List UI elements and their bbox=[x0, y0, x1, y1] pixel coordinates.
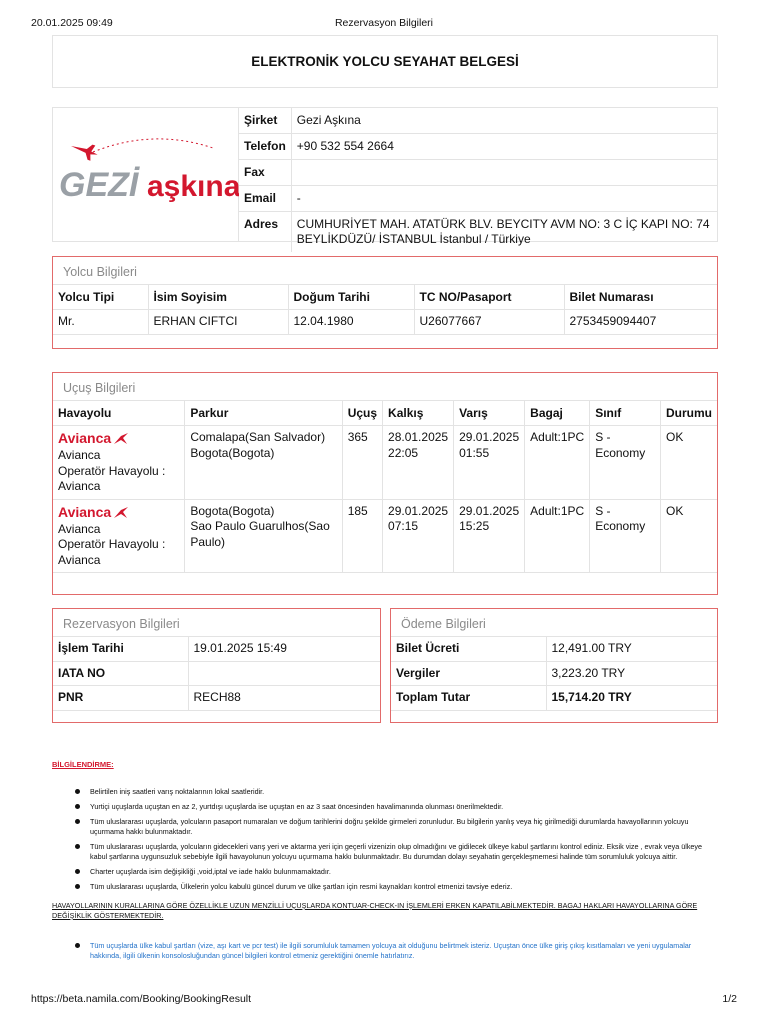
information-list bbox=[52, 787, 718, 892]
list-item: Charter uçuşlarda isim değişikliği ,void,iptal ve iade hakkı bulunmamaktadır. bbox=[52, 867, 718, 877]
passenger-type: Mr. bbox=[53, 310, 148, 335]
airline-name: Avianca bbox=[58, 521, 101, 536]
route-cell bbox=[185, 426, 342, 500]
passenger-heading: Yolcu Bilgileri bbox=[53, 257, 717, 285]
operator-airline: Operatör Havayolu : Avianca bbox=[58, 537, 166, 567]
airline-name: Avianca bbox=[58, 448, 101, 462]
table-header-row bbox=[53, 285, 717, 310]
column-header: Durumu bbox=[661, 401, 718, 426]
reservation-value bbox=[188, 661, 380, 686]
arrival-time: 29.01.2025 01:55 bbox=[454, 426, 525, 500]
payment-total-value: 15,714.20 TRY bbox=[546, 686, 717, 711]
visa-notice-list bbox=[52, 941, 718, 961]
column-header: Varış bbox=[454, 401, 525, 426]
passenger-panel bbox=[52, 256, 718, 349]
reservation-key: PNR bbox=[53, 686, 188, 711]
column-header: Kalkış bbox=[383, 401, 454, 426]
company-key: Telefon bbox=[239, 134, 291, 160]
baggage: Adult:1PC bbox=[525, 499, 590, 573]
table-row bbox=[53, 686, 380, 711]
airline-logo bbox=[58, 504, 179, 522]
payment-panel bbox=[390, 608, 718, 723]
flight-number: 185 bbox=[342, 499, 382, 573]
company-row bbox=[239, 134, 717, 160]
reservation-key: İşlem Tarihi bbox=[53, 637, 188, 661]
document-title: ELEKTRONİK YOLCU SEYAHAT BELGESİ bbox=[251, 54, 519, 69]
route-to: Bogota(Bogota) bbox=[190, 445, 275, 460]
company-key: Şirket bbox=[239, 108, 291, 134]
print-header bbox=[31, 17, 737, 31]
cabin-class: S - Economy bbox=[590, 499, 661, 573]
visa-notice: Tüm uçuşlarda ülke kabul şartları (vize, aşı kart ve pcr test) ile ilgili sorumluluk tamamen yolcuya ait olduğunu belirtmek isteriz. Uçuştan önce ülke giriş çıkış kısıtlamaları ve yeni uygulamalar hakkında, ilgili ülkenin konsolosluğundan güncel bilgileri kontrol etmeniz gerektiğini önemle hatırlatırız. bbox=[52, 941, 718, 961]
reservation-heading: Rezervasyon Bilgileri bbox=[53, 609, 380, 637]
company-logo bbox=[53, 108, 239, 241]
flight-status: OK bbox=[661, 426, 718, 500]
logo-text-askina: aşkına bbox=[147, 170, 239, 203]
list-item: Belirtilen iniş saatleri varış noktalarının lokal saatleridir. bbox=[52, 787, 718, 797]
list-item: Yurtiçi uçuşlarda uçuştan en az 2, yurtdışı uçuşlarda ise uçuştan en az 3 saat öncesinden havalimanında olunması önerilmektedir. bbox=[52, 802, 718, 812]
checkin-warning: HAVAYOLLARININ KURALLARINA GÖRE ÖZELLİKLE UZUN MENZİLLİ UÇUŞLARDA KONTUAR-CHECK-IN İŞLEMLERİ ERKEN KAPATILABİLMEKTEDİR. BAGAJ HAKLARI HAVAYOLLARINA GÖRE DEĞİŞİKLİK GÖSTERMEKTEDİR. bbox=[52, 901, 698, 920]
airline-logo-text: Avianca bbox=[58, 430, 112, 447]
plane-icon bbox=[69, 138, 101, 162]
reservation-value: 19.01.2025 15:49 bbox=[188, 637, 380, 661]
print-footer bbox=[31, 993, 737, 1007]
table-header-row bbox=[53, 401, 717, 426]
company-row bbox=[239, 108, 717, 134]
company-key: Fax bbox=[239, 160, 291, 186]
column-header: TC NO/Pasaport bbox=[414, 285, 564, 310]
table-row bbox=[53, 310, 717, 335]
airline-bird-icon bbox=[113, 506, 129, 520]
table-row bbox=[53, 426, 717, 500]
company-row bbox=[239, 212, 717, 253]
payment-key: Toplam Tutar bbox=[391, 686, 546, 711]
passenger-passport: U26077667 bbox=[414, 310, 564, 335]
company-value: +90 532 554 2664 bbox=[291, 134, 717, 160]
print-datetime: 20.01.2025 09:49 bbox=[31, 17, 113, 29]
airline-logo bbox=[58, 430, 179, 448]
payment-value: 3,223.20 TRY bbox=[546, 661, 717, 686]
list-item: Tüm uluslararası uçuşlarda, yolcuların pasaport numaraları ve doğum tarihlerini doğru şekilde girmeleri zorunludur. Bu bilgilerin yanlış veya hiç girilmediği durumlarda havayollarının yolcuyu uçurmama hakkı bulunmaktadır. bbox=[52, 817, 718, 837]
logo-text-gezi: GEZİ bbox=[59, 166, 139, 204]
arrival-time: 29.01.2025 15:25 bbox=[454, 499, 525, 573]
list-item: Tüm uluslararası uçuşlarda, Ülkelerin yolcu kabulü güncel durum ve ülke şartları için resmi kaynakları kontrol etmenizi tavsiye ederiz. bbox=[52, 882, 718, 892]
print-url: https://beta.namila.com/Booking/BookingResult bbox=[31, 993, 252, 1005]
flight-number: 365 bbox=[342, 426, 382, 500]
baggage: Adult:1PC bbox=[525, 426, 590, 500]
print-title: Rezervasyon Bilgileri bbox=[334, 17, 434, 29]
reservation-panel bbox=[52, 608, 381, 723]
airline-logo-text: Avianca bbox=[58, 503, 112, 520]
payment-heading: Ödeme Bilgileri bbox=[391, 609, 717, 637]
payment-key: Vergiler bbox=[391, 661, 546, 686]
table-row bbox=[53, 499, 717, 573]
reservation-value: RECH88 bbox=[188, 686, 380, 711]
information-section bbox=[52, 760, 718, 966]
column-header: Parkur bbox=[185, 401, 342, 426]
cabin-class: S - Economy bbox=[590, 426, 661, 500]
payment-value: 12,491.00 TRY bbox=[546, 637, 717, 661]
passenger-birthdate: 12.04.1980 bbox=[288, 310, 414, 335]
flights-panel bbox=[52, 372, 718, 595]
table-row bbox=[53, 661, 380, 686]
company-key: Email bbox=[239, 186, 291, 212]
column-header: Doğum Tarihi bbox=[288, 285, 414, 310]
airline-cell bbox=[53, 499, 185, 573]
column-header: Havayolu bbox=[53, 401, 185, 426]
route-to: Sao Paulo Guarulhos(Sao Paulo) bbox=[190, 519, 330, 549]
route-cell bbox=[185, 499, 342, 573]
passenger-ticket-number: 2753459094407 bbox=[564, 310, 717, 335]
operator-airline: Operatör Havayolu : Avianca bbox=[58, 463, 166, 493]
passenger-table bbox=[53, 285, 717, 335]
route-from: Comalapa(San Salvador) bbox=[190, 430, 326, 444]
list-item: Tüm uluslararası uçuşlarda, yolcuların gidecekleri varış yeri ve aktarma yeri için geçerli vizenizin olup olmadığını ve gidilecek ülkeye kabul şartlarını kontrol ediniz. Eksik vize , evrak veya ülkeye kabul şartlarına uygunsuzluk sebebiyle ilgili havayolunun yolcuyu uçurmama hakkı bulunmaktadır. Bu durumdan dolayı seyahatin gerçekleşmemesi halinde tüm sorumluluk yolcuya aittir. bbox=[52, 842, 718, 862]
column-header: İsim Soyisim bbox=[148, 285, 288, 310]
column-header: Uçuş bbox=[342, 401, 382, 426]
company-value bbox=[291, 160, 717, 186]
departure-time: 29.01.2025 07:15 bbox=[383, 499, 454, 573]
reservation-table bbox=[53, 637, 380, 711]
table-row bbox=[391, 637, 717, 661]
company-info bbox=[52, 107, 718, 246]
company-row bbox=[239, 160, 717, 186]
column-header: Bilet Numarası bbox=[564, 285, 717, 310]
airline-bird-icon bbox=[113, 432, 129, 446]
company-value: - bbox=[291, 186, 717, 212]
document-title-box bbox=[52, 35, 718, 88]
company-table bbox=[239, 108, 717, 252]
flights-heading: Uçuş Bilgileri bbox=[53, 373, 717, 401]
passenger-name: ERHAN CIFTCI bbox=[148, 310, 288, 335]
table-row bbox=[391, 686, 717, 711]
page-number: 1/2 bbox=[722, 993, 737, 1005]
route-from: Bogota(Bogota) bbox=[190, 503, 275, 518]
company-value: CUMHURİYET MAH. ATATÜRK BLV. BEYCITY AVM NO: 3 C İÇ KAPI NO: 74 BEYLİKDÜZÜ/ İSTANBUL İstanbul / Türkiye bbox=[296, 217, 710, 246]
company-key: Adres bbox=[239, 212, 291, 253]
column-header: Bagaj bbox=[525, 401, 590, 426]
company-value: Gezi Aşkına bbox=[291, 108, 717, 134]
company-logo-cell bbox=[53, 108, 239, 241]
departure-time: 28.01.2025 22:05 bbox=[383, 426, 454, 500]
column-header: Yolcu Tipi bbox=[53, 285, 148, 310]
column-header: Sınıf bbox=[590, 401, 661, 426]
flight-status: OK bbox=[661, 499, 718, 573]
payment-table bbox=[391, 637, 717, 711]
payment-key: Bilet Ücreti bbox=[391, 637, 546, 661]
information-title: BİLGİLENDİRME: bbox=[52, 760, 114, 769]
flights-table bbox=[53, 401, 717, 573]
company-row bbox=[239, 186, 717, 212]
reservation-key: IATA NO bbox=[53, 661, 188, 686]
table-row bbox=[53, 637, 380, 661]
table-row bbox=[391, 661, 717, 686]
airline-cell bbox=[53, 426, 185, 500]
